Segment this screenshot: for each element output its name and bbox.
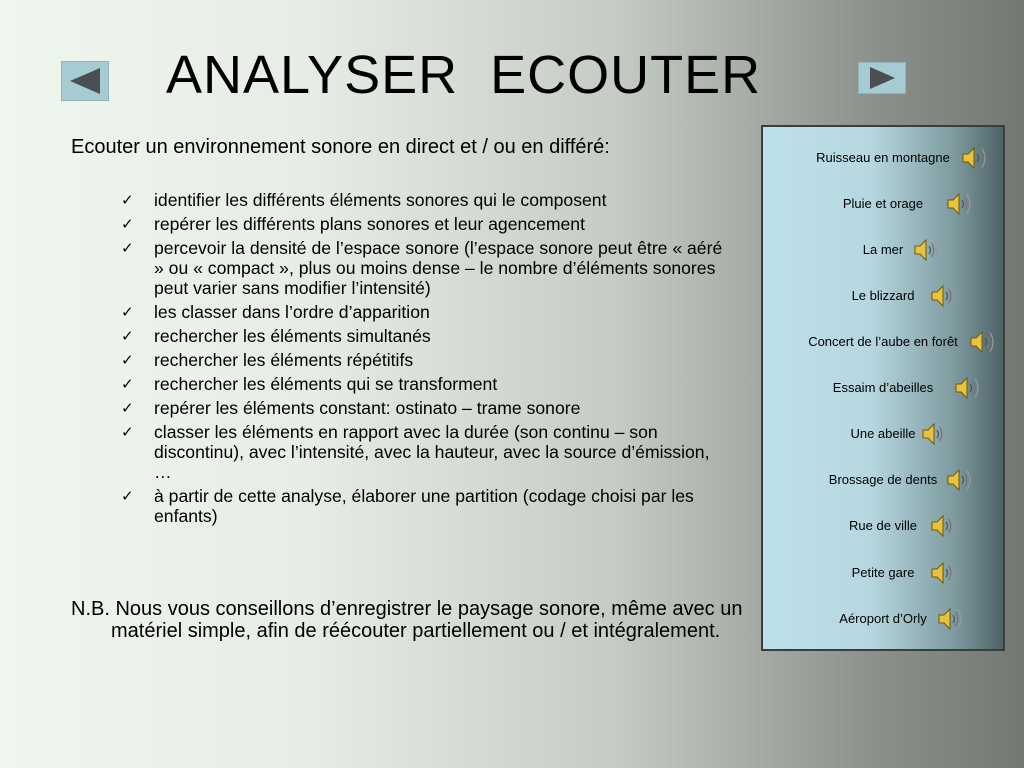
checkmark-icon: ✓ — [121, 487, 134, 505]
sound-label: Petite gare — [851, 564, 915, 580]
speaker-icon[interactable] — [969, 330, 995, 354]
sound-item[interactable] — [763, 326, 1003, 356]
speaker-icon[interactable] — [930, 284, 956, 308]
speaker-icon[interactable] — [930, 514, 956, 538]
checkmark-icon: ✓ — [121, 351, 134, 369]
sound-item[interactable] — [763, 234, 1003, 264]
bullet-item — [121, 486, 731, 526]
sound-item[interactable] — [763, 188, 1003, 218]
bullet-item — [121, 398, 731, 418]
sound-item[interactable] — [763, 418, 1003, 448]
bullet-text: percevoir la densité de l’espace sonore (l’espace sonore peut être « aéré » ou « compact », plus ou moins dense – le nombre d’éléments sonores peut varier sans modifier l’intensité) — [154, 238, 723, 298]
sound-item[interactable] — [763, 280, 1003, 310]
sound-label: Brossage de dents — [828, 471, 938, 487]
triangle-left-icon — [68, 67, 102, 95]
checkmark-icon: ✓ — [121, 239, 134, 257]
bullet-text: identifier les différents éléments sonores qui le composent — [154, 190, 607, 210]
bullet-item — [121, 190, 731, 210]
note-text: N.B. Nous vous conseillons d’enregistrer le paysage sonore, même avec un matériel simple, afin de réécouter partiellement ou / et intégralement. — [71, 598, 743, 642]
speaker-icon[interactable] — [921, 422, 947, 446]
previous-slide-button[interactable] — [61, 61, 109, 101]
sound-item[interactable] — [763, 557, 1003, 587]
bullet-text: rechercher les éléments qui se transforment — [154, 374, 498, 394]
sound-label: Pluie et orage — [842, 195, 924, 211]
sound-item[interactable] — [763, 510, 1003, 540]
speaker-icon[interactable] — [937, 607, 963, 631]
sound-label: La mer — [862, 241, 904, 257]
bullet-text: repérer les différents plans sonores et leur agencement — [154, 214, 585, 234]
next-slide-button[interactable] — [858, 62, 906, 94]
sound-label: Une abeille — [850, 425, 916, 441]
sound-list-panel — [761, 125, 1005, 651]
sound-label: Essaim d’abeilles — [832, 379, 934, 395]
checkmark-icon: ✓ — [121, 423, 134, 441]
sound-label: Le blizzard — [851, 287, 915, 303]
sound-item[interactable] — [763, 464, 1003, 494]
bullet-item — [121, 238, 731, 298]
bullet-text: classer les éléments en rapport avec la durée (son continu – son discontinu), avec l’intensité, avec la hauteur, avec la source d’émission, … — [154, 422, 710, 482]
page-title: ANALYSER ECOUTER — [166, 45, 762, 105]
checkmark-icon: ✓ — [121, 303, 134, 321]
bullet-item — [121, 422, 731, 482]
checkmark-icon: ✓ — [121, 215, 134, 233]
bullet-item — [121, 326, 731, 346]
sound-item[interactable] — [763, 142, 1003, 172]
checkmark-icon: ✓ — [121, 399, 134, 417]
speaker-icon[interactable] — [930, 561, 956, 585]
sound-label: Concert de l’aube en forêt — [808, 333, 958, 349]
intro-text: Ecouter un environnement sonore en direct et / ou en différé: — [71, 136, 610, 158]
checkmark-icon: ✓ — [121, 327, 134, 345]
sound-label: Aéroport d’Orly — [839, 610, 927, 626]
speaker-icon[interactable] — [961, 146, 987, 170]
speaker-icon[interactable] — [946, 468, 972, 492]
speaker-icon[interactable] — [946, 192, 972, 216]
bullet-text: repérer les éléments constant: ostinato – trame sonore — [154, 398, 581, 418]
sound-item[interactable] — [763, 603, 1003, 633]
bullet-text: rechercher les éléments répétitifs — [154, 350, 414, 370]
bullet-item — [121, 214, 731, 234]
bullet-text: rechercher les éléments simultanés — [154, 326, 431, 346]
speaker-icon[interactable] — [954, 376, 980, 400]
bullet-item — [121, 350, 731, 370]
checkmark-icon: ✓ — [121, 191, 134, 209]
checkmark-icon: ✓ — [121, 375, 134, 393]
bullet-list — [121, 190, 731, 530]
bullet-item — [121, 374, 731, 394]
bullet-text: les classer dans l’ordre d’apparition — [154, 302, 430, 322]
bullet-item — [121, 302, 731, 322]
sound-label: Ruisseau en montagne — [816, 149, 950, 165]
triangle-right-icon — [867, 66, 897, 90]
bullet-text: à partir de cette analyse, élaborer une partition (codage choisi par les enfants) — [154, 486, 694, 526]
speaker-icon[interactable] — [913, 238, 939, 262]
sound-item[interactable] — [763, 372, 1003, 402]
sound-label: Rue de ville — [849, 517, 917, 533]
